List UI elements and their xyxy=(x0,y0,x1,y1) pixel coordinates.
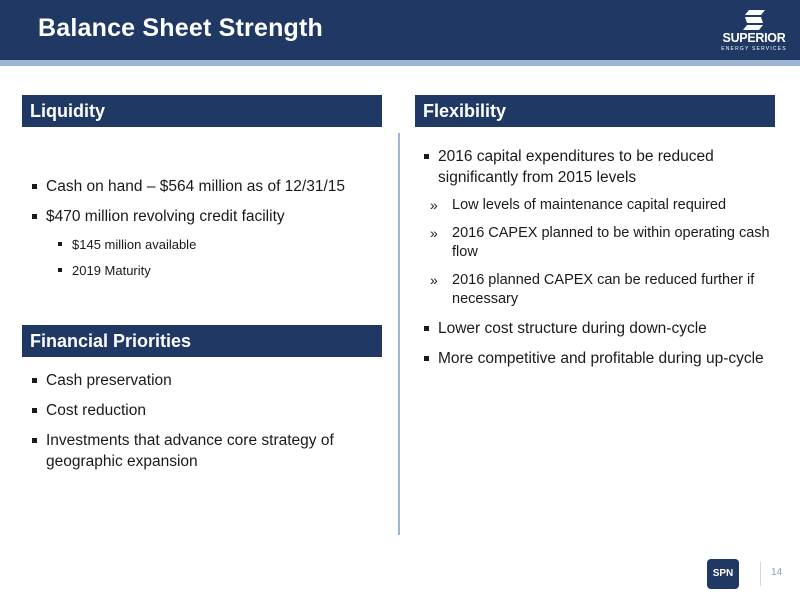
double-chevron-icon: » xyxy=(430,225,438,241)
company-logo xyxy=(720,10,788,54)
square-bullet-icon xyxy=(32,184,37,189)
section-heading-flexibility: Flexibility xyxy=(415,95,775,127)
sub-list-item: » Low levels of maintenance capital required xyxy=(430,197,727,213)
square-bullet-icon xyxy=(32,408,37,413)
square-bullet-icon xyxy=(424,356,429,361)
square-bullet-icon xyxy=(58,242,62,246)
sub-list xyxy=(424,196,784,309)
double-chevron-icon: » xyxy=(430,272,438,288)
list-item: More competitive and profitable during up-cycle xyxy=(424,348,784,369)
sub-list xyxy=(46,236,382,280)
section-heading-financial-priorities: Financial Priorities xyxy=(22,325,382,357)
sub-list-item: » 2016 planned CAPEX can be reduced further if necessary xyxy=(430,272,755,307)
list-item: Lower cost structure during down-cycle xyxy=(424,318,784,339)
logo-wordmark: SUPERIOR xyxy=(722,31,786,45)
sub-list-item: $145 million available xyxy=(46,236,382,254)
list-item: $470 million revolving credit facility $145 million available 2019 Maturity xyxy=(32,206,382,280)
flexibility-list xyxy=(424,146,784,378)
square-bullet-icon xyxy=(32,438,37,443)
double-chevron-icon: » xyxy=(430,197,438,213)
column-divider xyxy=(398,133,400,535)
header-bar xyxy=(0,0,800,60)
sub-list-item: » 2016 CAPEX planned to be within operating cash flow xyxy=(430,225,770,260)
square-bullet-icon xyxy=(424,326,429,331)
square-bullet-icon xyxy=(32,378,37,383)
footer-divider xyxy=(760,562,761,586)
square-bullet-icon xyxy=(424,154,429,159)
page-title: Balance Sheet Strength xyxy=(38,14,324,42)
square-bullet-icon xyxy=(32,214,37,219)
header-rule xyxy=(0,60,800,66)
section-heading-liquidity: Liquidity xyxy=(22,95,382,127)
list-item: Cash on hand – $564 million as of 12/31/15 xyxy=(32,176,382,197)
square-bullet-icon xyxy=(58,268,62,272)
list-item: Investments that advance core strategy of geographic expansion xyxy=(32,430,372,472)
priorities-list xyxy=(32,370,372,481)
list-item: Cash preservation xyxy=(32,370,372,391)
spn-badge: SPN xyxy=(707,559,739,589)
list-item: 2016 capital expenditures to be reduced significantly from 2015 levels » Low levels of maintenance capital required » 2016 CAPEX planned to be within operating cash flow » 2016 planned CAPEX can be reduced further if necessary xyxy=(424,146,784,309)
list-item: Cost reduction xyxy=(32,400,372,421)
sub-list-item: 2019 Maturity xyxy=(46,262,382,280)
logo-mark-icon xyxy=(743,10,765,30)
logo-tagline: ENERGY SERVICES xyxy=(721,46,787,52)
page-number: 14 xyxy=(771,567,783,578)
liquidity-list xyxy=(32,176,382,289)
